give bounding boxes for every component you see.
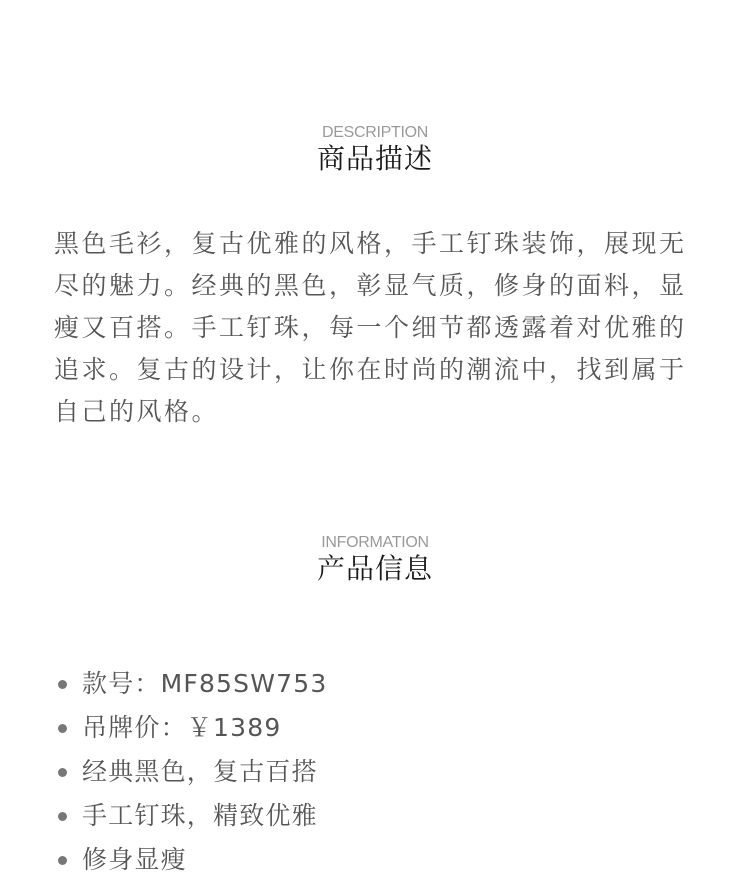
bullet-icon xyxy=(58,856,67,865)
list-item xyxy=(56,794,327,838)
bullet-icon xyxy=(58,768,67,777)
list-item xyxy=(56,838,327,882)
item-style-number: 款号：MF85SW753 xyxy=(82,669,328,698)
information-header xyxy=(0,534,750,586)
bullet-icon xyxy=(58,812,67,821)
list-item xyxy=(56,662,327,706)
bullet-icon xyxy=(58,680,67,689)
description-header xyxy=(0,124,750,176)
item-feature-fit: 修身显瘦 xyxy=(82,845,187,874)
list-item xyxy=(56,750,327,794)
information-title-en: INFORMATION xyxy=(321,534,429,551)
description-text: 黑色毛衫，复古优雅的风格，手工钉珠装饰，展现无尽的魅力。经典的黑色，彰显气质，修身的面料，显瘦又百搭。手工钉珠，每一个细节都透露着对优雅的追求。复古的设计，让你在时尚的潮流中，找到属于自己的风格。 xyxy=(54,229,687,426)
description-title-zh: 商品描述 xyxy=(316,142,433,175)
item-tag-price: 吊牌价：￥1389 xyxy=(82,713,282,742)
item-feature-beading: 手工钉珠，精致优雅 xyxy=(82,801,318,830)
information-title-zh: 产品信息 xyxy=(316,552,433,585)
information-list xyxy=(56,662,327,882)
list-item xyxy=(56,706,327,750)
item-feature-color: 经典黑色，复古百搭 xyxy=(82,757,318,786)
description-title-en: DESCRIPTION xyxy=(321,124,429,141)
bullet-icon xyxy=(58,724,67,733)
